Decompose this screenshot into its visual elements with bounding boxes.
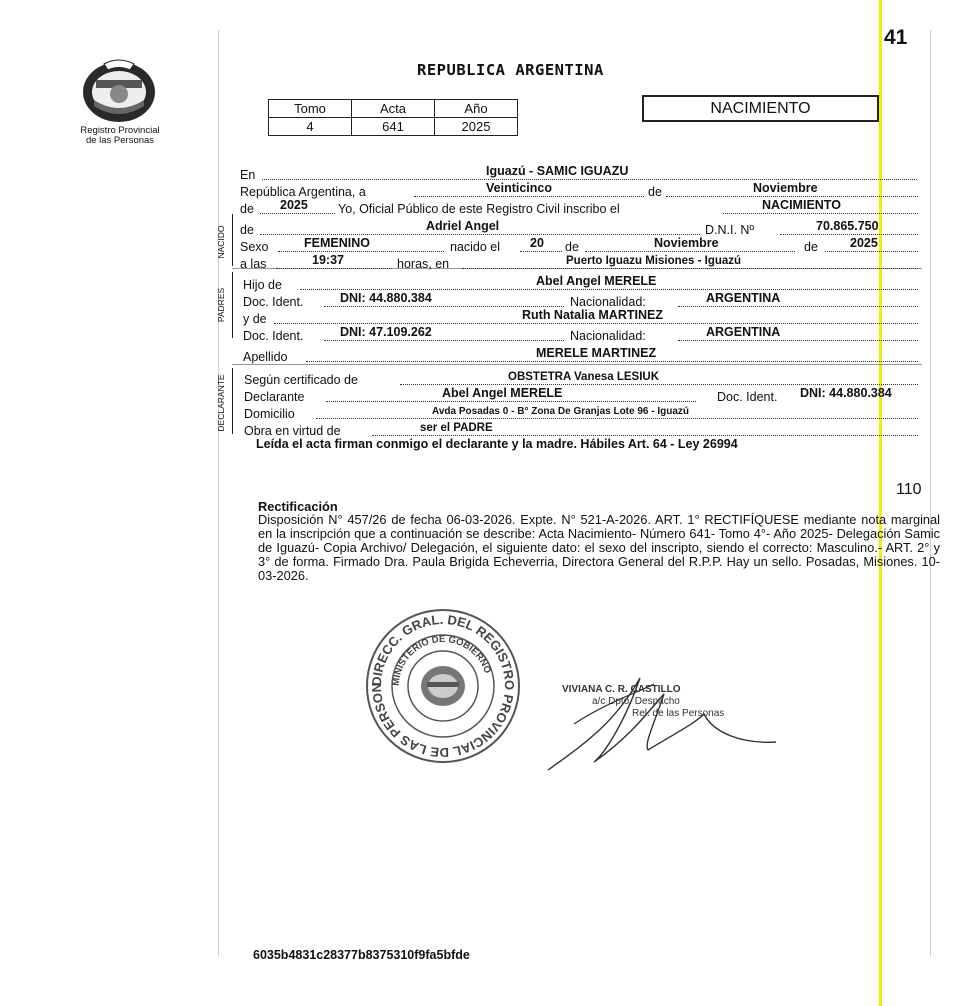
value-obra: ser el PADRE bbox=[420, 422, 493, 434]
value-certificado: OBSTETRA Vanesa LESIUK bbox=[508, 371, 660, 383]
value-lugar-nac: Puerto Iguazu Misiones - Iguazú bbox=[566, 255, 742, 267]
section-divider-nacido bbox=[232, 214, 233, 266]
value-hora: 19:37 bbox=[312, 253, 344, 267]
value-tomo: 4 bbox=[269, 118, 352, 136]
row-obra bbox=[240, 420, 918, 438]
label-yo: Yo, Oficial Público de este Registro Civil inscribo el bbox=[338, 202, 620, 216]
record-table bbox=[268, 99, 518, 136]
side-label-padres: PADRES bbox=[216, 287, 226, 323]
label-republica: República Argentina, a bbox=[240, 185, 366, 199]
logo-caption-line1: Registro Provincial bbox=[80, 125, 160, 136]
rectificacion-heading: Rectificación bbox=[258, 499, 338, 514]
signature-role: a/c Dpto. Despacho bbox=[592, 696, 680, 707]
value-madre-nac: ARGENTINA bbox=[706, 325, 781, 339]
label-dni: D.N.I. Nº bbox=[705, 223, 755, 237]
marginal-number: 110 bbox=[896, 481, 922, 498]
value-sexo: FEMENINO bbox=[304, 236, 370, 250]
signature-name: VIVIANA C. R. CASTILLO bbox=[562, 684, 681, 695]
label-doc-ident-padre: Doc. Ident. bbox=[243, 295, 304, 309]
logo-caption-line2: de las Personas bbox=[85, 135, 155, 146]
label-hijo-de: Hijo de bbox=[243, 278, 282, 292]
value-nombre: Adriel Angel bbox=[426, 219, 500, 233]
value-mes-nac: Noviembre bbox=[654, 236, 719, 250]
value-anio-inscripcion: 2025 bbox=[280, 198, 308, 212]
row-declarante bbox=[240, 386, 918, 404]
label-nacionalidad-padre: Nacionalidad: bbox=[570, 295, 646, 309]
label-nacido-el: nacido el bbox=[450, 240, 501, 254]
stamp-ring-text: DIRECC. GRAL. DEL REGISTRO PROVINCIAL DE LAS PERSON bbox=[368, 611, 518, 761]
label-doc-ident-madre: Doc. Ident. bbox=[243, 329, 304, 343]
label-domicilio: Domicilio bbox=[244, 407, 295, 421]
record-type-box: NACIMIENTO bbox=[642, 95, 879, 122]
provincial-seal-logo bbox=[80, 56, 158, 124]
value-dia-nac: 20 bbox=[530, 236, 544, 250]
yellow-marker-line bbox=[879, 0, 882, 1006]
row-domicilio bbox=[240, 403, 918, 421]
label-declarante: Declarante bbox=[244, 390, 305, 404]
label-en: En bbox=[240, 168, 256, 182]
section-divider-declarante bbox=[232, 368, 233, 434]
row-apellido bbox=[240, 346, 918, 364]
row-certificado bbox=[240, 369, 918, 387]
label-doc-ident-declarante: Doc. Ident. bbox=[717, 390, 778, 404]
signature-dept: Rel. de las Personas bbox=[632, 708, 725, 719]
value-domicilio: Avda Posadas 0 - B° Zona De Granjas Lote 96 - Iguazú bbox=[432, 406, 690, 417]
label-a-las: a las bbox=[240, 257, 267, 271]
rectificacion-body: Disposición N° 457/26 de fecha 06-03-2026. Expte. N° 521-A-2026. ART. 1° RECTIFÍQUESE mediante nota marginal en la inscripción que a continuación se describe: Acta Nacimiento- Número 641- Tomo 4°- Año 2025- Delegación Samic de Iguazú- Copia Archivo/ Delegación, el siguiente dato: el sexo del inscripto, siendo el correcto: Masculino.- ART. 2° y 3° de forma. Firmado Dra. Paula Brigida Echeverria, Directora General del R.P.P. Hay un sello. Posadas, Misiones. 10-03-2026. bbox=[258, 512, 940, 583]
value-padre: Abel Angel MERELE bbox=[536, 274, 657, 288]
value-tipo: NACIMIENTO bbox=[762, 198, 841, 212]
value-declarante: Abel Angel MERELE bbox=[442, 386, 563, 400]
left-margin-line bbox=[218, 30, 219, 956]
signature-caption bbox=[562, 684, 724, 720]
label-sexo: Sexo bbox=[240, 240, 269, 254]
row-madre bbox=[240, 308, 918, 326]
header-tomo: Tomo bbox=[269, 100, 352, 118]
value-mes-inscripcion: Noviembre bbox=[753, 181, 818, 195]
row-padre bbox=[240, 274, 918, 292]
label-de-2: de bbox=[240, 202, 254, 216]
stamp-inner-text: MINISTERIO DE GOBIERNO bbox=[390, 633, 493, 687]
label-de-nombre: de bbox=[240, 223, 254, 237]
row-hora bbox=[240, 253, 918, 271]
value-declarante-doc: DNI: 44.880.384 bbox=[800, 386, 892, 400]
value-acta: 641 bbox=[352, 118, 435, 136]
value-padre-nac: ARGENTINA bbox=[706, 291, 781, 305]
label-horas-en: horas, en bbox=[397, 257, 450, 271]
row-madre-doc bbox=[240, 325, 918, 343]
value-padre-doc: DNI: 44.880.384 bbox=[340, 291, 432, 305]
side-label-nacido: NACIDO bbox=[216, 225, 226, 259]
label-segun: Según certificado de bbox=[244, 373, 358, 387]
value-madre-doc: DNI: 47.109.262 bbox=[340, 325, 432, 339]
value-lugar: Iguazú - SAMIC IGUAZU bbox=[486, 164, 629, 178]
divider-2 bbox=[232, 364, 922, 365]
section-divider-padres bbox=[232, 272, 233, 338]
row-sexo bbox=[240, 236, 918, 254]
value-anio-nac: 2025 bbox=[850, 236, 878, 250]
label-de-anio: de bbox=[804, 240, 818, 254]
document-hash: 6035b4831c28377b8375310f9fa5bfde bbox=[253, 948, 470, 962]
value-dia-inscripcion: Veinticinco bbox=[486, 181, 552, 195]
value-anio: 2025 bbox=[435, 118, 518, 136]
label-obra: Obra en virtud de bbox=[244, 424, 341, 438]
label-de-mes: de bbox=[565, 240, 579, 254]
right-margin-line bbox=[930, 30, 931, 956]
page-number: 41 bbox=[884, 26, 908, 49]
value-dni: 70.865.750 bbox=[816, 219, 879, 233]
row-fecha-inscripcion bbox=[240, 181, 918, 199]
row-nombre bbox=[240, 219, 918, 237]
leida-text: Leída el acta firman conmigo el declarante y la madre. Hábiles Art. 64 - Ley 26994 bbox=[256, 437, 738, 451]
row-padre-doc bbox=[240, 291, 918, 309]
logo-caption bbox=[60, 126, 180, 146]
label-nacionalidad-madre: Nacionalidad: bbox=[570, 329, 646, 343]
label-apellido: Apellido bbox=[243, 350, 288, 364]
header-acta: Acta bbox=[352, 100, 435, 118]
side-label-declarante: DECLARANTE bbox=[216, 374, 226, 432]
official-stamp bbox=[363, 606, 523, 766]
document-title: REPUBLICA ARGENTINA bbox=[417, 61, 604, 79]
label-de: de bbox=[648, 185, 662, 199]
value-madre: Ruth Natalia MARTINEZ bbox=[522, 308, 663, 322]
header-anio: Año bbox=[435, 100, 518, 118]
row-oficial bbox=[240, 198, 918, 216]
row-lugar bbox=[240, 164, 918, 182]
label-y-de: y de bbox=[243, 312, 267, 326]
value-apellido: MERELE MARTINEZ bbox=[536, 346, 657, 360]
